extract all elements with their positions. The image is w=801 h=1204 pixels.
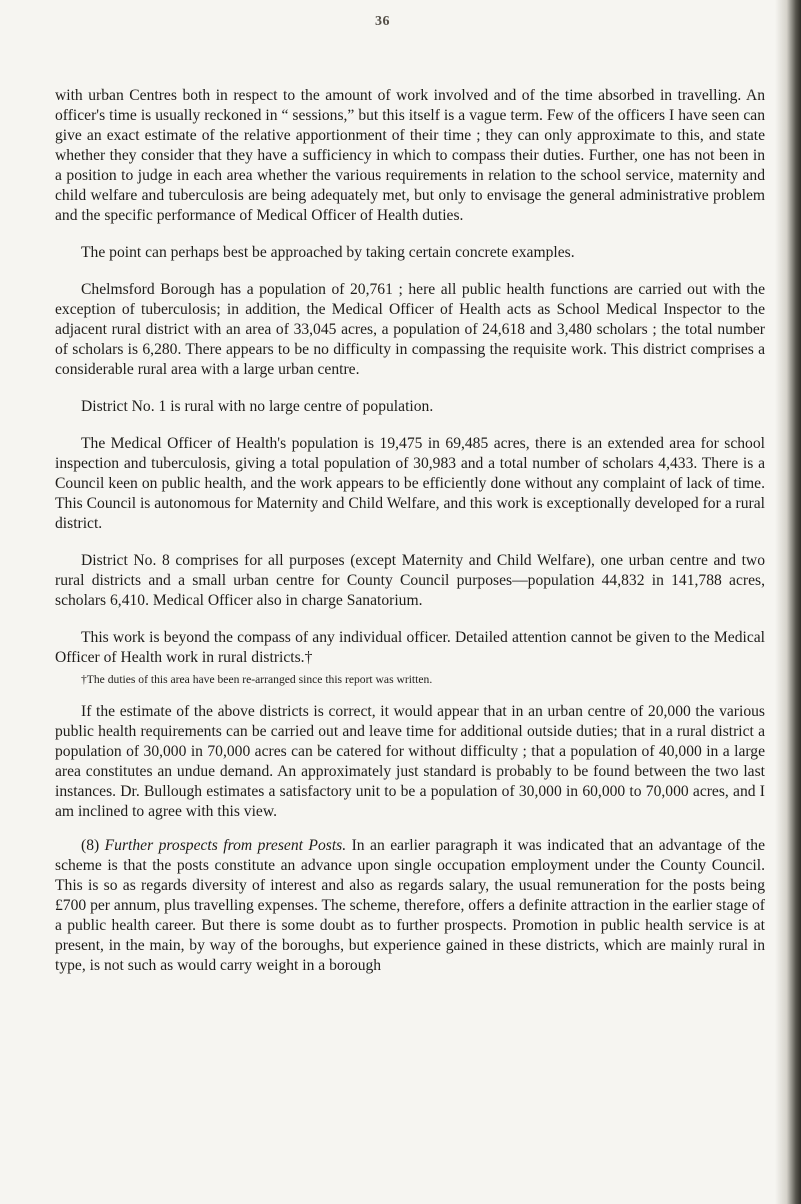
- page-edge-shadow: [775, 0, 801, 1204]
- page-number: 36: [375, 14, 390, 29]
- paragraph-2: The point can perhaps best be approached by taking certain concrete examples.: [81, 244, 575, 261]
- footnote: †The duties of this area have been re-arranged since this report was written.: [81, 673, 433, 686]
- paragraph-8: If the estimate of the above districts is correct, it would appear that in an urban centre of 20,000 the various public health requirements can be carried out and leave time for additional outside duties; that in a rural district a population of 30,000 in 70,000 acres can be catered for without difficulty ; that a population of 40,000 in a large area constitutes an undue demand. An approximately just standard is probably to be found between the two last instances. Dr. Bullough estimates a satisfactory unit to be a population of 30,000 in 60,000 to 70,000 acres, and I am inclined to agree with this view.: [55, 703, 765, 820]
- paragraph-9-text: In an earlier paragraph it was indicated that an advantage of the scheme is that the posts constitute an advance upon single occupation employment under the County Council. This is so as regards diversity of interest and also as regards salary, the usual remuneration for the posts being £700 per annum, plus travelling expenses. The scheme, therefore, offers a definite attraction in the earlier stage of a public health career. But there is some doubt as to further prospects. Promotion in public health service is at present, in the main, by way of the boroughs, but experience gained in these districts, which are mainly rural in type, is not such as would carry weight in a borough: [55, 837, 765, 974]
- paragraph-1: with urban Centres both in respect to the amount of work involved and of the time absorbed in travelling. An officer's time is usually reckoned in “ sessions,” but this itself is a vague term. Few of the officers I have seen can give an exact estimate of the relative apportionment of their time ; they can only approximate to this, and state whether they consider that they have a sufficiency in which to compass their duties. Further, one has not been in a position to judge in each area whether the various requirements in relation to the school service, maternity and child welfare and tuberculosis are being adequately met, but only to envisage the general administrative problem and the specific performance of Medical Officer of Health duties.: [55, 87, 765, 224]
- paragraph-9-number: (8): [81, 837, 100, 854]
- paragraph-5: The Medical Officer of Health's population is 19,475 in 69,485 acres, there is an extended area for school inspection and tuberculosis, giving a total population of 30,983 and a total number of scholars 4,433. There is a Council keen on public health, and the work appears to be efficiently done without any complaint of lack of time. This Council is autonomous for Maternity and Child Welfare, and this work is exceptionally developed for a rural district.: [55, 435, 765, 532]
- paragraph-4: District No. 1 is rural with no large centre of population.: [81, 398, 434, 415]
- paragraph-9: [55, 836, 765, 976]
- page-body: [55, 86, 765, 976]
- paragraph-3: Chelmsford Borough has a population of 20,761 ; here all public health functions are carried out with the exception of tuberculosis; in addition, the Medical Officer of Health acts as School Medical Inspector to the adjacent rural district with an area of 33,045 acres, a population of 24,618 and 3,480 scholars ; the total number of scholars is 6,280. There appears to be no difficulty in compassing the requisite work. This district comprises a considerable rural area with a large urban centre.: [55, 281, 765, 378]
- paragraph-6: District No. 8 comprises for all purposes (except Maternity and Child Welfare), one urban centre and two rural districts and a small urban centre for County Council purposes—population 44,832 in 141,788 acres, scholars 6,410. Medical Officer also in charge Sanatorium.: [55, 552, 765, 609]
- paragraph-7: This work is beyond the compass of any individual officer. Detailed attention cannot be given to the Medical Officer of Health work in rural districts.†: [55, 629, 765, 666]
- paragraph-9-heading: Further prospects from present Posts.: [104, 837, 347, 854]
